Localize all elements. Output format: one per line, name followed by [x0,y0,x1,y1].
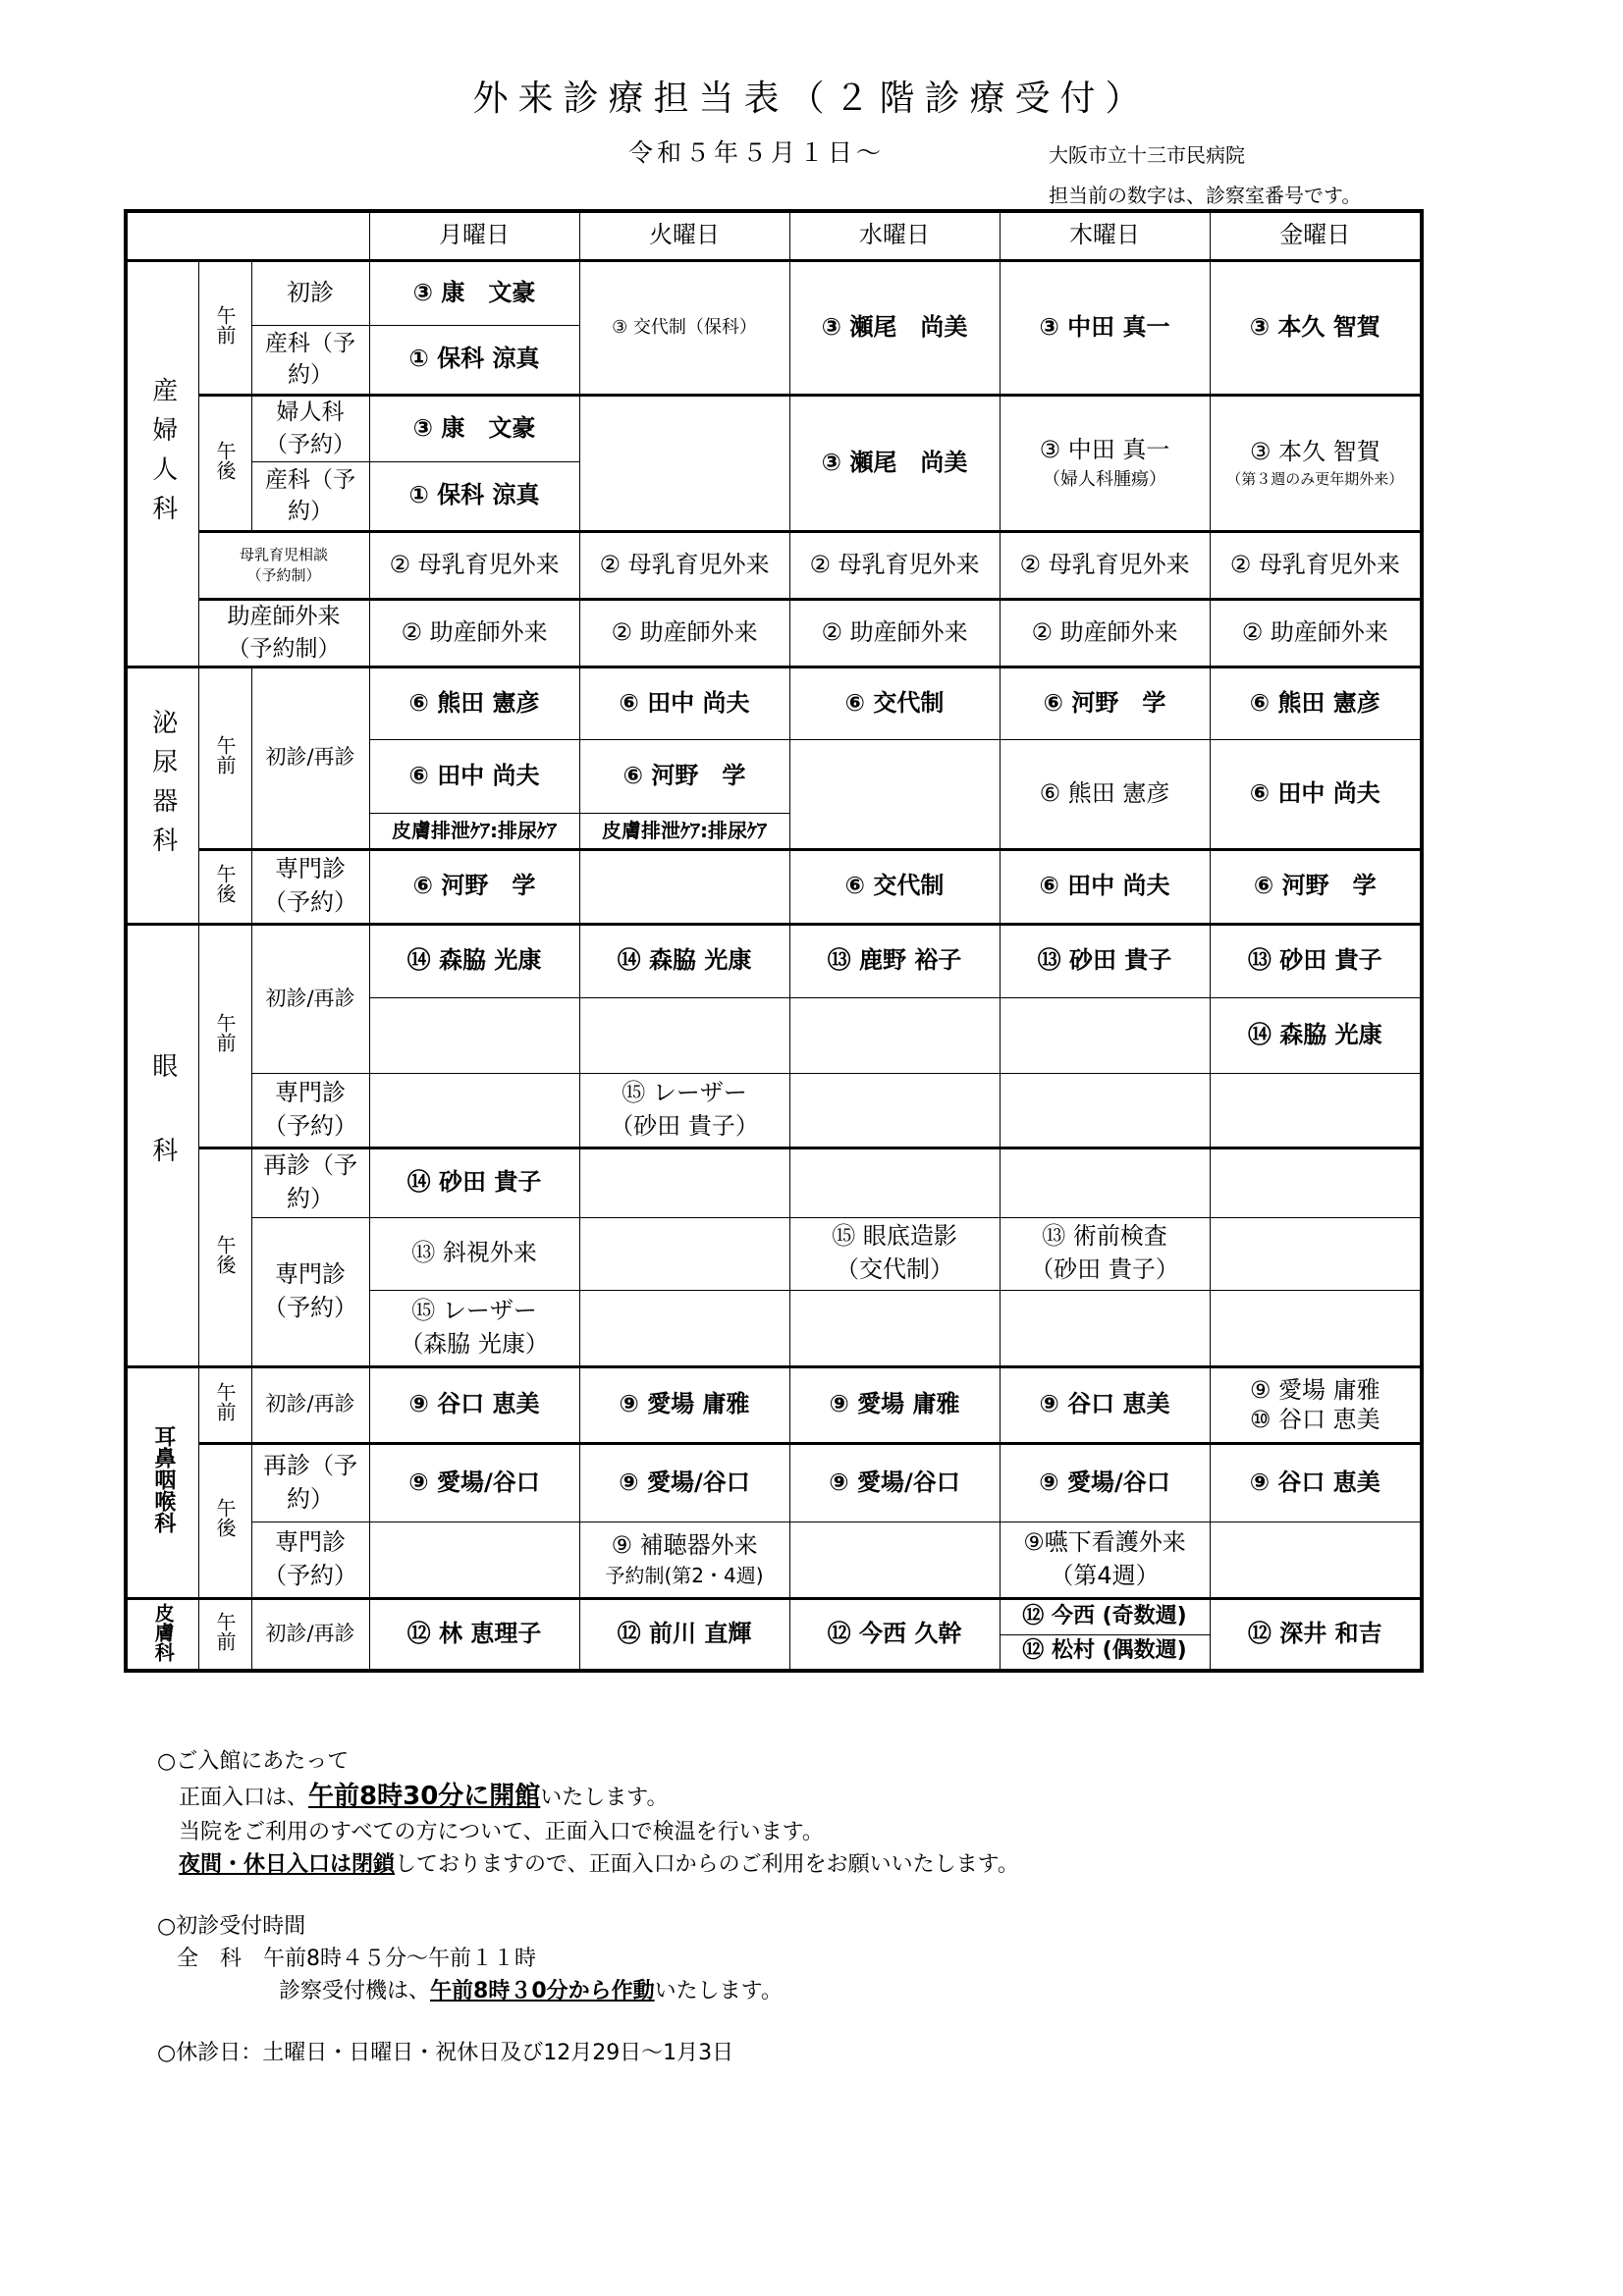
empty-cell [1210,1073,1422,1148]
doctor-cell: ⑬ 砂田 貴子 [1000,924,1210,997]
service-cell: ⑮ レーザー （砂田 貴子） [579,1073,789,1148]
doctor-cell: ⑥ 河野 学 [1210,849,1422,924]
pm-label: 午後 [198,849,251,924]
corner-cell [126,211,369,260]
doctor-cell: ① 保科 涼真 [369,461,579,531]
page-title: 外来診療担当表（２階診療受付） [472,79,1151,119]
doctor-cell: ③ 中田 真一 [1000,260,1210,395]
service-cell: ② 母乳育児外来 [1210,531,1422,599]
doctor-cell: ⑨ 愛場 庸雅 [579,1366,789,1443]
row-label: 専門診（予約） [251,849,369,924]
doctor-cell: ⑬ 砂田 貴子 [1210,924,1422,997]
doctor-cell: ⑬ 鹿野 裕子 [789,924,1000,997]
day-header: 木曜日 [1000,211,1210,260]
empty-cell [1210,1217,1422,1290]
pm-label: 午後 [198,1443,251,1598]
pm-label: 午後 [198,395,251,531]
empty-cell [369,1522,579,1598]
empty-cell [579,1290,789,1366]
row-label: 初診 [251,260,369,325]
empty-cell [789,739,1000,849]
reception-line: 診察受付機は、午前8時３0分から作動いたします。 [279,1979,783,2003]
doctor-cell: ⑨ 愛場 庸雅 ⑩ 谷口 恵美 [1210,1366,1422,1443]
row-label: 再診（予約） [251,1443,369,1522]
empty-cell [369,997,579,1073]
empty-cell [789,1148,1000,1217]
service-cell: ② 母乳育児外来 [369,531,579,599]
doctor-cell: ⑨ 愛場/谷口 [1000,1443,1210,1522]
empty-cell [579,1148,789,1217]
empty-cell [1000,1290,1210,1366]
doctor-cell: ⑨ 愛場/谷口 [579,1443,789,1522]
doctor-cell: ⑫ 松村 (偶数週) [1000,1634,1210,1671]
doctor-cell: ③ 瀬尾 尚美 [789,260,1000,395]
service-cell: ⑮ 眼底造影 （交代制） [789,1217,1000,1290]
row-label: 初診/再診 [251,924,369,1073]
doctor-cell: ③ 康 文豪 [369,260,579,325]
row-label: 助産師外来（予約制） [198,599,369,667]
dept-derm: 皮膚科 [126,1598,198,1671]
entry-heading: ○ご入館にあたって [157,1749,350,1774]
doctor-cell: ③ 交代制（保科） [579,260,789,395]
dept-urology: 泌尿器科 [126,667,198,924]
service-cell: ② 母乳育児外来 [1000,531,1210,599]
service-cell: ⑨ 補聴器外来 予約制(第2・4週) [579,1522,789,1598]
entry-line: 夜間・休日入口は閉鎖しておりますので、正面入口からのご利用をお願いいたします。 [179,1852,1019,1877]
row-label: 母乳育児相談（予約制） [198,531,369,599]
room-number-note: 担当前の数字は、診察室番号です。 [1049,184,1362,207]
empty-cell [1000,1148,1210,1217]
schedule-table [124,209,1424,1673]
day-header: 金曜日 [1210,211,1422,260]
empty-cell [1210,1148,1422,1217]
row-label: 産科（予約） [251,461,369,531]
day-header: 火曜日 [579,211,789,260]
service-cell: ② 助産師外来 [789,599,1000,667]
entry-line: 当院をご利用のすべての方について、正面入口で検温を行います。 [179,1820,824,1844]
am-label: 午前 [198,260,251,395]
doctor-cell: ③ 瀬尾 尚美 [789,395,1000,531]
doctor-cell: ⑥ 熊田 憲彦 [1000,739,1210,849]
empty-cell [1000,997,1210,1073]
doctor-cell: ③ 康 文豪 [369,395,579,461]
doctor-cell: ⑨ 愛場 庸雅 [789,1366,1000,1443]
empty-cell [579,997,789,1073]
doctor-cell: ⑭ 森脇 光康 [369,924,579,997]
doctor-cell: ⑫ 林 恵理子 [369,1598,579,1671]
doctor-cell: ⑨ 谷口 恵美 [369,1366,579,1443]
row-label: 専門診（予約） [251,1522,369,1598]
empty-cell [789,1073,1000,1148]
doctor-cell: ⑥ 河野 学 [579,739,789,813]
doctor-cell: ⑨ 谷口 恵美 [1210,1443,1422,1522]
skin-care-note: 皮膚排泄ｹｱ:排尿ｹｱ [579,813,789,849]
row-label: 再診（予約） [251,1148,369,1217]
service-cell: ⑬ 術前検査 （砂田 貴子） [1000,1217,1210,1290]
doctor-cell: ⑫ 今西 久幹 [789,1598,1000,1671]
doctor-cell: ⑫ 今西 (奇数週) [1000,1598,1210,1634]
doctor-cell: ⑥ 田中 尚夫 [1210,739,1422,849]
doctor-cell: ⑥ 田中 尚夫 [579,667,789,739]
row-label: 専門診（予約） [251,1217,369,1366]
doctor-cell: ⑨ 愛場/谷口 [789,1443,1000,1522]
doctor-cell: ⑨ 愛場/谷口 [369,1443,579,1522]
empty-cell [369,1073,579,1148]
service-cell: ② 助産師外来 [579,599,789,667]
doctor-cell: ③ 本久 智賀 （第３週のみ更年期外来） [1210,395,1422,531]
service-cell: ⑨嚥下看護外来 （第4週） [1000,1522,1210,1598]
empty-cell [789,1290,1000,1366]
closed-days: ○休診日：土曜日・日曜日・祝休日及び12月29日～1月3日 [157,2041,734,2065]
day-header: 月曜日 [369,211,579,260]
skin-care-note: 皮膚排泄ｹｱ:排尿ｹｱ [369,813,579,849]
dept-ophthalmology: 眼科 [126,924,198,1366]
service-cell: ② 助産師外来 [369,599,579,667]
doctor-cell: ⑭ 森脇 光康 [1210,997,1422,1073]
empty-cell [1000,1073,1210,1148]
reception-line: 全 科 午前8時４５分～午前１１時 [177,1947,536,1971]
service-cell: ⑮ レーザー （森脇 光康） [369,1290,579,1366]
row-label: 専門診（予約） [251,1073,369,1148]
doctor-cell: ⑥ 河野 学 [1000,667,1210,739]
empty-cell [789,997,1000,1073]
am-label: 午前 [198,924,251,1148]
doctor-cell: ⑭ 砂田 貴子 [369,1148,579,1217]
empty-cell [1210,1290,1422,1366]
dept-ent: 耳鼻咽喉科 [126,1366,198,1598]
doctor-cell: ③ 中田 真一 （婦人科腫瘍） [1000,395,1210,531]
service-cell: ② 母乳育児外来 [579,531,789,599]
am-label: 午前 [198,1598,251,1671]
doctor-cell: ③ 本久 智賀 [1210,260,1422,395]
doctor-cell: ⑥ 熊田 憲彦 [1210,667,1422,739]
row-label: 婦人科（予約） [251,395,369,461]
row-label: 産科（予約） [251,325,369,395]
doctor-cell: ⑥ 交代制 [789,849,1000,924]
reception-heading: ○初診受付時間 [157,1914,306,1939]
doctor-cell: ① 保科 涼真 [369,325,579,395]
doctor-cell: ⑫ 前川 直輝 [579,1598,789,1671]
doctor-cell: ⑥ 田中 尚夫 [1000,849,1210,924]
row-label: 初診/再診 [251,1366,369,1443]
service-cell: ② 助産師外来 [1210,599,1422,667]
empty-cell [789,1522,1000,1598]
hospital-name: 大阪市立十三市民病院 [1049,143,1245,167]
empty-cell [579,395,789,531]
doctor-cell: ⑥ 河野 学 [369,849,579,924]
doctor-cell: ⑥ 田中 尚夫 [369,739,579,813]
am-label: 午前 [198,667,251,849]
day-header: 水曜日 [789,211,1000,260]
am-label: 午前 [198,1366,251,1443]
dept-obgyn: 産婦人科 [126,260,198,667]
doctor-cell: ⑨ 谷口 恵美 [1000,1366,1210,1443]
pm-label: 午後 [198,1148,251,1366]
row-label: 初診/再診 [251,1598,369,1671]
effective-date: 令和５年５月１日～ [628,138,886,167]
service-cell: ⑬ 斜視外来 [369,1217,579,1290]
footer-notes [157,1745,1019,2069]
row-label: 初診/再診 [251,667,369,849]
doctor-cell: ⑥ 熊田 憲彦 [369,667,579,739]
empty-cell [579,849,789,924]
empty-cell [579,1217,789,1290]
doctor-cell: ⑭ 森脇 光康 [579,924,789,997]
service-cell: ② 母乳育児外来 [789,531,1000,599]
entry-line: 正面入口は、午前8時30分に開館いたします。 [179,1782,669,1811]
service-cell: ② 助産師外来 [1000,599,1210,667]
doctor-cell: ⑥ 交代制 [789,667,1000,739]
doctor-cell: ⑫ 深井 和吉 [1210,1598,1422,1671]
empty-cell [1210,1522,1422,1598]
